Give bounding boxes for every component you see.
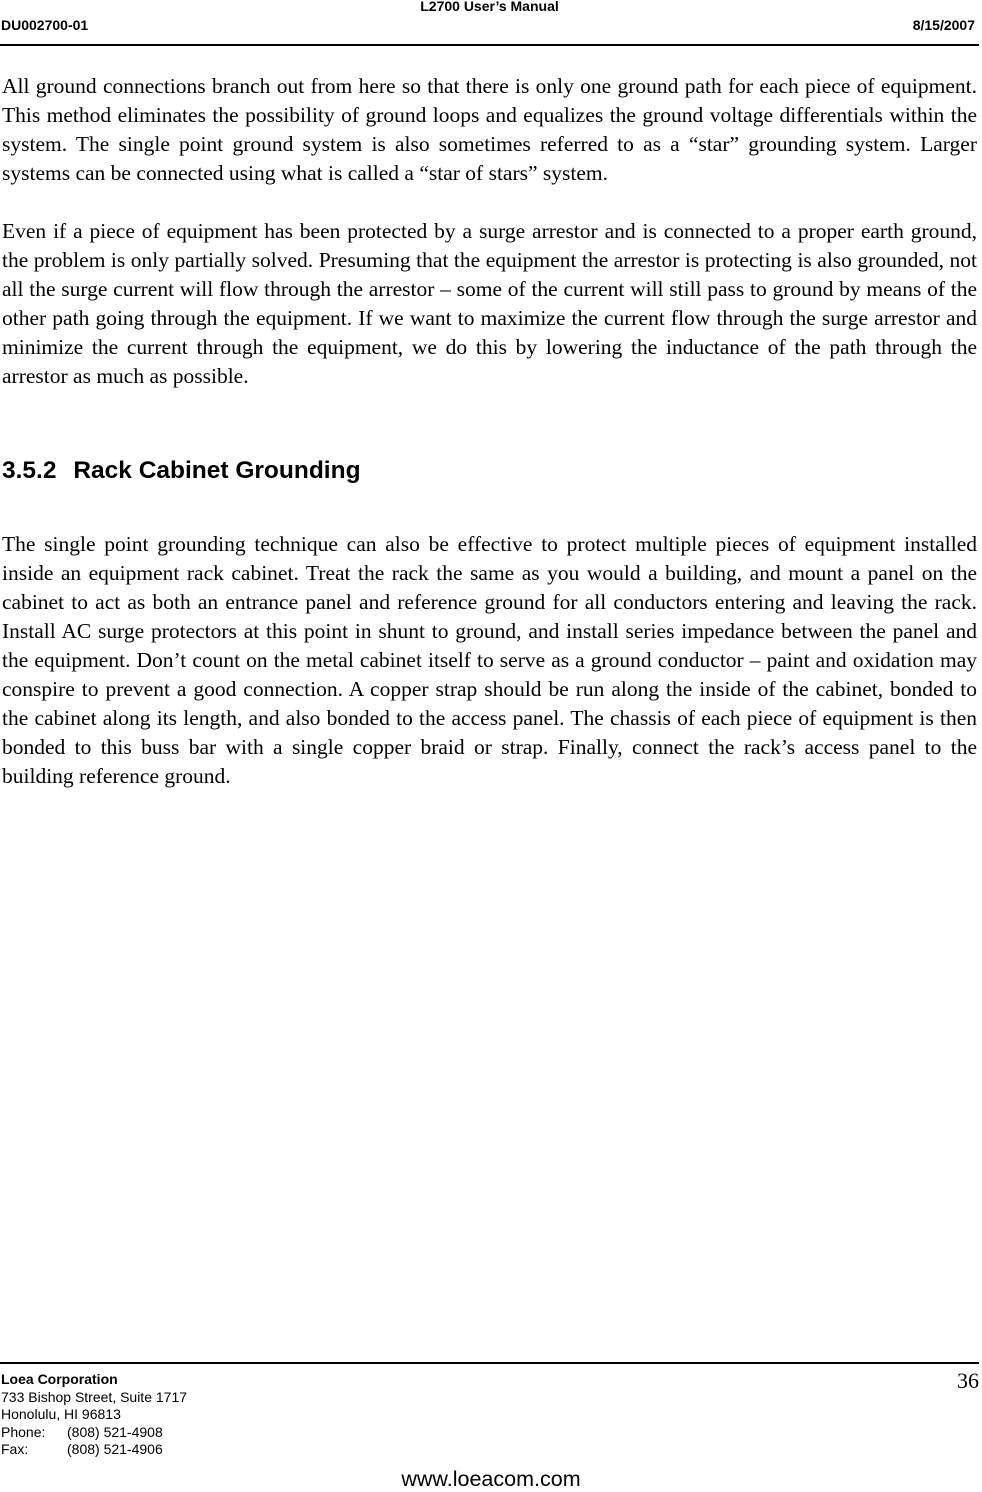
manual-title: L2700 User’s Manual [420, 0, 559, 14]
phone-label: Phone: [1, 1423, 46, 1440]
page-footer [1, 1371, 187, 1459]
fax-row [1, 1441, 187, 1459]
website-url: www.loeacom.com [401, 1467, 581, 1491]
section-heading [2, 455, 977, 487]
section-title: Rack Cabinet Grounding [73, 457, 361, 484]
section-number: 3.5.2 [2, 457, 57, 484]
address-line-1: 733 Bishop Street, Suite 1717 [1, 1388, 188, 1405]
page-header [0, 0, 979, 46]
phone-row [1, 1424, 187, 1442]
fax-number: (808) 521-4906 [67, 1441, 163, 1457]
footer-divider [0, 1362, 979, 1364]
document-date: 8/15/2007 [912, 17, 975, 33]
company-name: Loea Corporation [1, 1371, 118, 1387]
address-line-2: Honolulu, HI 96813 [1, 1406, 121, 1422]
fax-label: Fax: [1, 1441, 29, 1457]
paragraph-surge-arrestor: Even if a piece of equipment has been protected by a surge arrestor and is connected to a proper earth ground, the problem is only partially solved. Presuming that the equipment the arrestor is protecting is also grounded, not all the surge current will flow through the arrestor – some of the current will still pass to ground by means of the other path going through the equipment. If we want to maximize the current flow through the surge arrestor and minimize the current through the equipment, we do this by lowering the inductance of the path through the arrestor as much as possible. [2, 219, 977, 388]
paragraph-star-grounding: All ground connections branch out from here so that there is only one ground path for each piece of equipment. This method eliminates the possibility of ground loops and equalizes the ground voltage differentials within the system. The single point ground system is also sometimes referred to as a “star” grounding system. Larger systems can be connected using what is called a “star of stars” system. [2, 74, 977, 185]
phone-number: (808) 521-4908 [67, 1423, 163, 1440]
page-number: 36 [957, 1368, 979, 1393]
page-content [2, 72, 977, 791]
paragraph-rack-grounding: The single point grounding technique can also be effective to protect multiple pieces of equipment installed inside an equipment rack cabinet. Treat the rack the same as you would a building, and mount a panel on the cabinet to act as both an entrance panel and reference ground for all conductors entering and leaving the rack. Install AC surge protectors at this point in shunt to ground, and install series impedance between the panel and the equipment. Don’t count on the metal cabinet itself to serve as a ground conductor – paint and oxidation may conspire to prevent a good connection. A copper strap should be run along the inside of the cabinet, bonded to the cabinet along its length, and also bonded to the access panel. The chassis of each piece of equipment is then bonded to this buss bar with a single copper braid or strap. Finally, connect the rack’s access panel to the building reference ground. [2, 532, 977, 788]
document-number: DU002700-01 [1, 17, 89, 33]
